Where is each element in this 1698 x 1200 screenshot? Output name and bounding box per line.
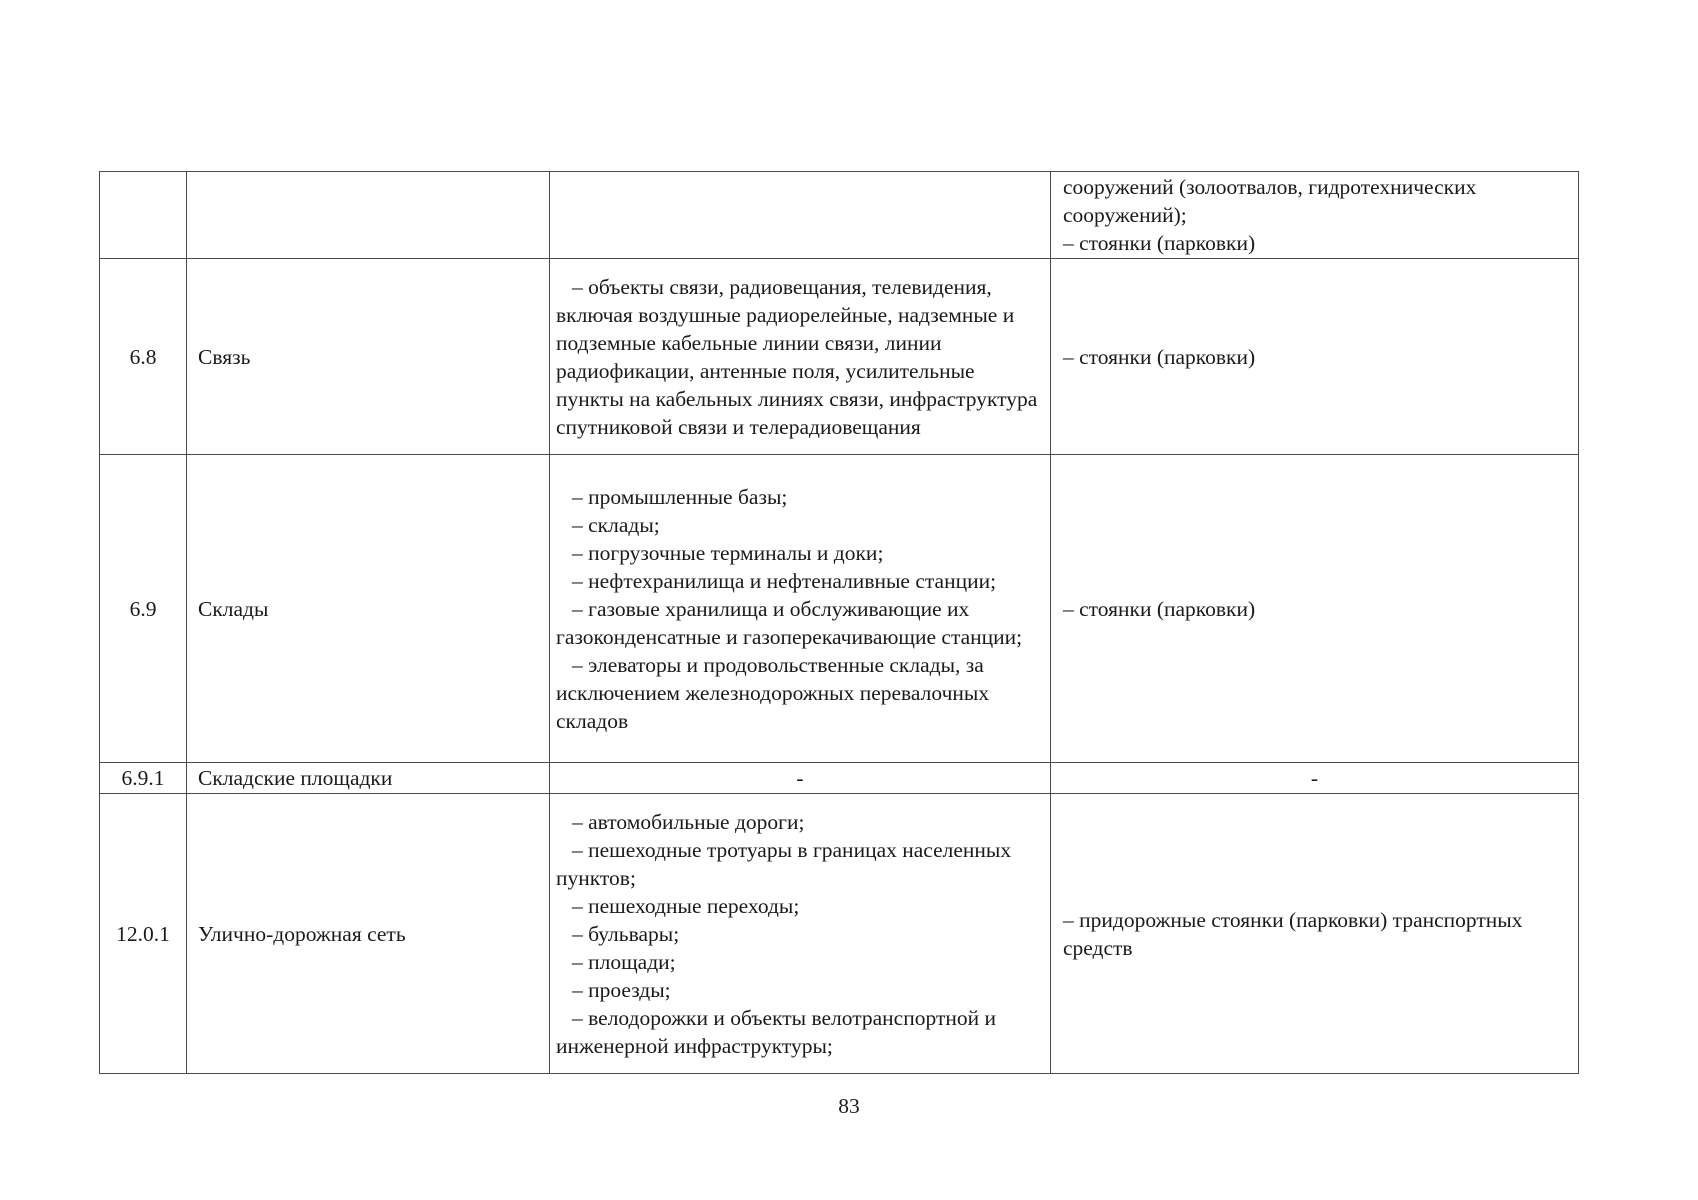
aux-use-item: – стоянки (парковки): [1063, 231, 1256, 255]
main-use-item: – нефтехранилища и нефтеналивные станции;: [572, 568, 997, 593]
row-main-uses: [550, 259, 1051, 455]
main-use-item: – проезды;: [572, 977, 671, 1002]
row-name: Складские площадки: [187, 763, 550, 794]
row-aux-uses: [1051, 455, 1579, 763]
aux-use-item: – стоянки (парковки): [1063, 344, 1256, 369]
row-name: Склады: [187, 455, 550, 763]
row-name: [187, 172, 550, 259]
main-use-item: – бульвары;: [572, 921, 680, 946]
row-code: 6.9.1: [100, 763, 187, 794]
row-aux-uses: [1051, 259, 1579, 455]
main-use-item: – объекты связи, радиовещания, телевидения, включая воздушные радиорелейные, надземные и подземные кабельные линии связи, линии радиофикации, антенные поля, усилительные пункты на кабельных линиях связи, инфраструктура спутниковой связи и телерадиовещания: [556, 274, 1038, 439]
row-code: 12.0.1: [100, 794, 187, 1074]
main-use-item: – погрузочные терминалы и доки;: [572, 540, 884, 565]
table-row: [100, 794, 1579, 1074]
row-main-uses: [550, 455, 1051, 763]
aux-use-item: – придорожные стоянки (парковки) транспортных средств: [1063, 907, 1523, 960]
row-main-uses: [550, 794, 1051, 1074]
permitted-use-table: [99, 171, 1579, 1074]
row-code: [100, 172, 187, 259]
aux-use-item: сооружений (золоотвалов, гидротехнических сооружений);: [1063, 175, 1477, 227]
main-use-item: – площади;: [572, 949, 676, 974]
main-use-item: – пешеходные тротуары в границах населенных пунктов;: [556, 837, 1012, 890]
main-use-item: – велодорожки и объекты велотранспортной и инженерной инфраструктуры;: [556, 1005, 996, 1058]
row-name: Улично-дорожная сеть: [187, 794, 550, 1074]
page-number: 83: [838, 1094, 860, 1118]
table-row: [100, 172, 1579, 259]
row-name: Связь: [187, 259, 550, 455]
main-use-item: – склады;: [572, 512, 660, 537]
row-aux-uses: [1051, 794, 1579, 1074]
table-row: [100, 763, 1579, 794]
aux-use-item: – стоянки (парковки): [1063, 596, 1256, 621]
row-main-uses: [550, 172, 1051, 259]
table-row: [100, 455, 1579, 763]
row-code: 6.9: [100, 455, 187, 763]
row-aux-uses: -: [1051, 763, 1579, 794]
main-use-item: – газовые хранилища и обслуживающие их газоконденсатные и газоперекачивающие станции;: [556, 596, 1023, 649]
table-row: [100, 259, 1579, 455]
row-code: 6.8: [100, 259, 187, 455]
row-main-uses: -: [550, 763, 1051, 794]
main-use-item: – промышленные базы;: [572, 484, 788, 509]
main-use-item: – автомобильные дороги;: [572, 809, 805, 834]
main-use-item: – пешеходные переходы;: [572, 893, 800, 918]
main-use-item: – элеваторы и продовольственные склады, за исключением железнодорожных перевалочных складов: [556, 652, 990, 733]
row-aux-uses: [1051, 172, 1579, 259]
